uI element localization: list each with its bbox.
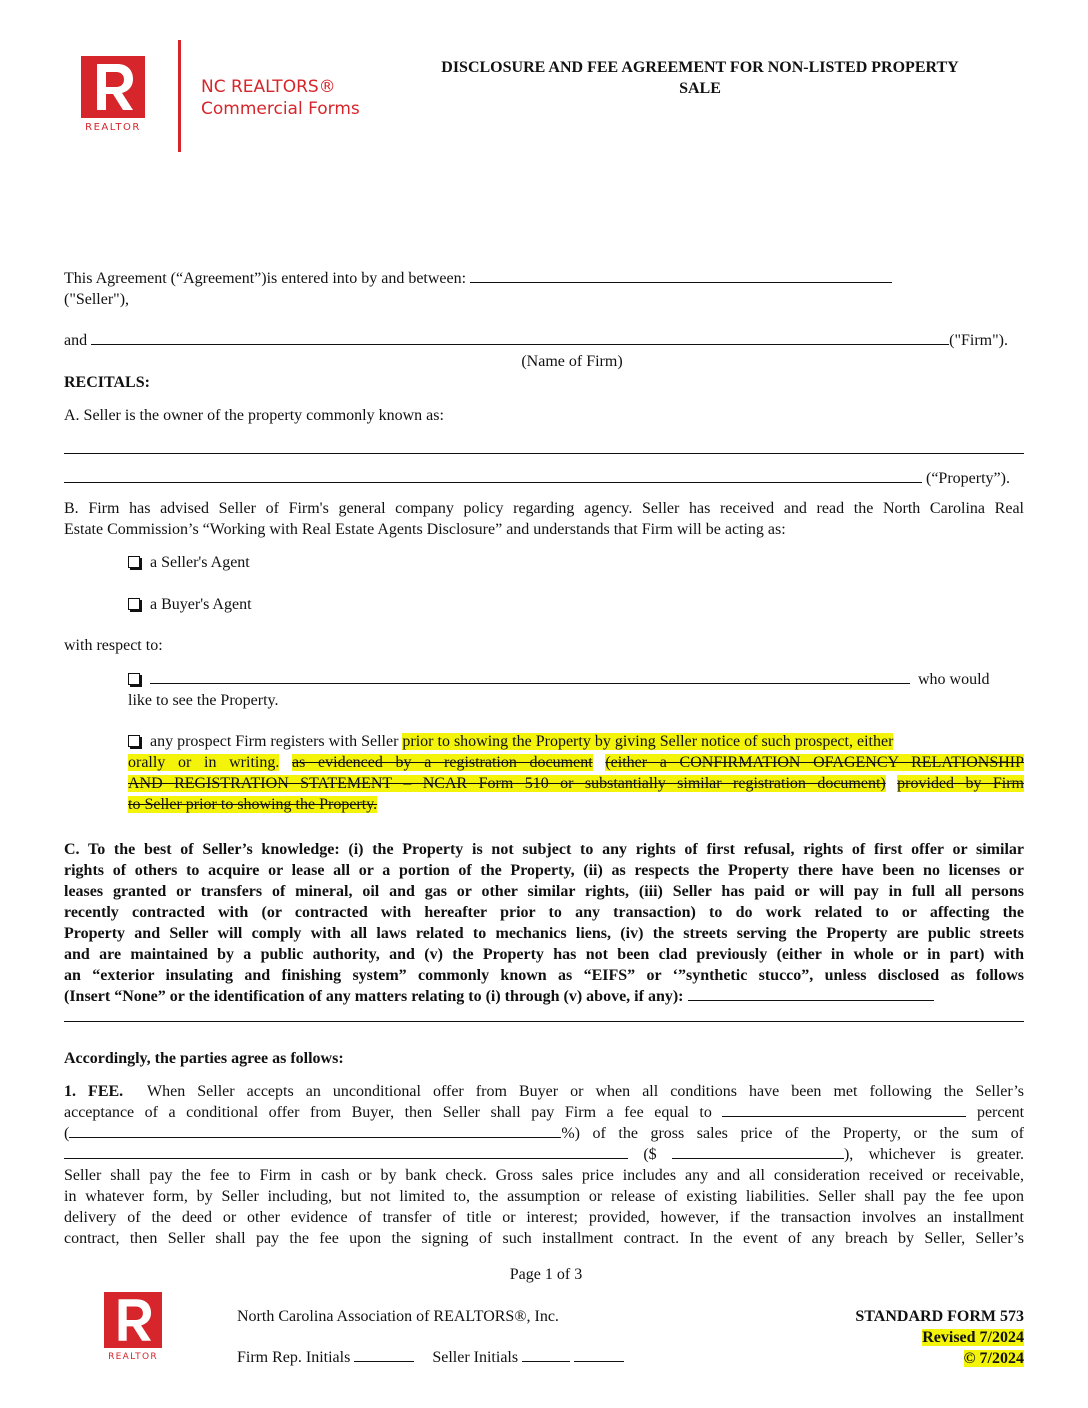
title-line2: SALE [679, 80, 721, 97]
recital-c-line: and are maintained by a public authority, and (v) the Property has not been clad previously (either in whole or in part) with [64, 946, 1024, 963]
disclosure-blank-2[interactable] [64, 1021, 1024, 1022]
seller-initials-label: Seller Initials [432, 1349, 519, 1366]
fee-line: Seller shall pay the fee to Firm in cash or by bank check. Gross sales price includes any and all consideration received or receivable, [64, 1167, 1024, 1184]
firm-name-blank[interactable] [91, 330, 949, 345]
disclosure-blank[interactable] [688, 986, 934, 1001]
fee-line: ), whichever is greater. [843, 1146, 1025, 1163]
page-title [400, 57, 1000, 99]
percent-blank[interactable] [722, 1102, 966, 1117]
fee-line: ($ [643, 1146, 657, 1163]
name-of-firm-caption: (Name of Firm) [521, 353, 623, 370]
fee-line: %) of the gross sales price of the Property, or the sum of [561, 1125, 1024, 1142]
firm-label: ("Firm"). [949, 332, 1008, 349]
prospect-strike-3: AND REGISTRATION STATEMENT – NCAR Form 510 or substantially similar registration document) [128, 775, 886, 792]
seller-initials-blank-2[interactable] [574, 1347, 624, 1362]
intro-firm-line [64, 330, 1024, 351]
recital-c-line: Property and Seller will comply with all laws related to mechanics liens, (iv) the streets serving the Property are public streets [64, 925, 1024, 942]
realtor-r-icon [104, 1292, 162, 1348]
option-named-buyer[interactable] [128, 669, 1000, 690]
prospect-strike-4: provided by Firm [897, 775, 1024, 792]
recital-a: A. Seller is the owner of the property commonly known as: [64, 407, 444, 424]
recital-c-line: an “exterior insulating and finishing system” commonly known as “EIFS” or ‘”synthetic stucco”, unless disclosed as follows [64, 967, 1024, 984]
org-line1: NC REALTORS® [201, 77, 336, 97]
org-name [201, 76, 360, 120]
prospect-strike-5: to Seller prior to showing the Property. [128, 796, 378, 813]
intro-line1 [64, 268, 1024, 289]
option-label: a Buyer's Agent [150, 596, 252, 613]
logo-divider [178, 40, 181, 152]
prospect-highlight-2: orally or in writing. [128, 754, 280, 771]
prospect-strike-1: as evidenced by a registration document [292, 754, 593, 771]
seller-initials-blank-1[interactable] [522, 1347, 570, 1362]
checkbox-icon[interactable] [128, 735, 140, 747]
firm-initials-blank[interactable] [354, 1347, 414, 1362]
buyer-name-blank[interactable] [150, 669, 910, 684]
revised-date: Revised 7/2024 [922, 1329, 1024, 1346]
percent-words-blank[interactable] [69, 1123, 561, 1138]
footer-realtor-logo [104, 1292, 162, 1366]
realtor-logo [81, 56, 145, 140]
logo-word: REALTOR [108, 1352, 158, 1362]
like-to-see: like to see the Property. [128, 692, 279, 709]
fee-line: acceptance of a conditional offer from Buyer, then Seller shall pay Firm a fee equal to [64, 1104, 712, 1121]
seller-name-blank[interactable] [470, 268, 892, 283]
prospect-strike-2: (either a CONFIRMATION OFAGENCY RELATIONSHIP [605, 754, 1025, 771]
fee-line: When Seller accepts an unconditional offer from Buyer or when all conditions have been met following the Seller’s [147, 1083, 1024, 1100]
recital-c-line: rights of others to acquire or lease all or a portion of the Property, (ii) as respects the Property there have been no licenses or [64, 862, 1024, 879]
option-seller-agent[interactable] [128, 552, 250, 573]
recital-b-line2: Estate Commission’s “Working with Real Estate Agents Disclosure” and understands that Firm will be acting as: [64, 521, 786, 538]
fee-line: delivery of the deed or other evidence of transfer of title or interest; provided, however, if the transaction involves an installment [64, 1209, 1024, 1226]
realtor-r-icon [81, 56, 145, 118]
option-buyer-agent[interactable] [128, 594, 252, 615]
association-name: North Carolina Association of REALTORS®, Inc. [237, 1308, 559, 1325]
recital-c-last: (Insert “None” or the identification of any matters relating to (i) through (v) above, if any): [64, 988, 684, 1005]
sum-words-blank[interactable] [64, 1144, 628, 1159]
property-blank-2[interactable] [64, 468, 922, 483]
fee-line: ( [64, 1125, 70, 1142]
fee-heading: 1. FEE. [64, 1083, 124, 1100]
and-label: and [64, 332, 88, 349]
recital-c-line: C. To the best of Seller’s knowledge: (i) the Property is not subject to any rights of first refusal, rights of first offer or similar [64, 841, 1024, 858]
property-label: (“Property”). [926, 470, 1010, 487]
logo-word: REALTOR [85, 122, 141, 133]
option-registered-prospect[interactable] [128, 731, 1024, 815]
fee-line: percent [976, 1104, 1025, 1121]
with-respect-to: with respect to: [64, 637, 163, 654]
fee-section [64, 1081, 1024, 1249]
recital-b-line1: B. Firm has advised Seller of Firm's general company policy regarding agency. Seller has received and read the North Carolina Real [64, 500, 1024, 517]
agreement-heading: Accordingly, the parties agree as follows: [64, 1050, 344, 1067]
option-label: a Seller's Agent [150, 554, 250, 571]
form-info [760, 1306, 1024, 1369]
recital-c-line: recently contracted with (or contracted with hereafter prior to any transaction) to do work related to or affecting the [64, 904, 1024, 921]
initials-line [237, 1347, 624, 1368]
title-line1: DISCLOSURE AND FEE AGREEMENT FOR NON-LISTED PROPERTY [441, 59, 959, 76]
recital-c-line: leases granted or transfers of mineral, oil and gas or other similar rights, (iii) Seller has paid or will pay in full all persons [64, 883, 1024, 900]
fee-line: in whatever form, by Seller including, but not limited to, the assumption or release of existing liabilities. Seller shall pay the fee upon [64, 1188, 1024, 1205]
firm-initials-label: Firm Rep. Initials [237, 1349, 351, 1366]
org-line2: Commercial Forms [201, 99, 360, 119]
checkbox-icon[interactable] [128, 556, 140, 568]
sum-amount-blank[interactable] [672, 1144, 844, 1159]
recital-c [64, 839, 1024, 1007]
intro-text: This Agreement (“Agreement”)is entered into by and between: [64, 270, 467, 287]
copyright: © 7/2024 [963, 1350, 1024, 1367]
checkbox-icon[interactable] [128, 598, 140, 610]
form-number: STANDARD FORM 573 [855, 1308, 1024, 1325]
prospect-highlight-1: prior to showing the Property by giving Seller notice of such prospect, either [402, 733, 894, 750]
prospect-lead: any prospect Firm registers with Seller [150, 733, 399, 750]
checkbox-icon[interactable] [128, 673, 140, 685]
page-number: Page 1 of 3 [509, 1266, 583, 1283]
seller-label: ("Seller"), [64, 291, 130, 308]
property-blank-1[interactable] [64, 453, 1024, 454]
property-line [64, 468, 1024, 489]
recitals-heading: RECITALS: [64, 374, 150, 391]
fee-line: contract, then Seller shall pay the fee upon the signing of such installment contract. In the event of any breach by Seller, Seller’s [64, 1230, 1024, 1247]
who-would-label: who would [918, 671, 990, 688]
